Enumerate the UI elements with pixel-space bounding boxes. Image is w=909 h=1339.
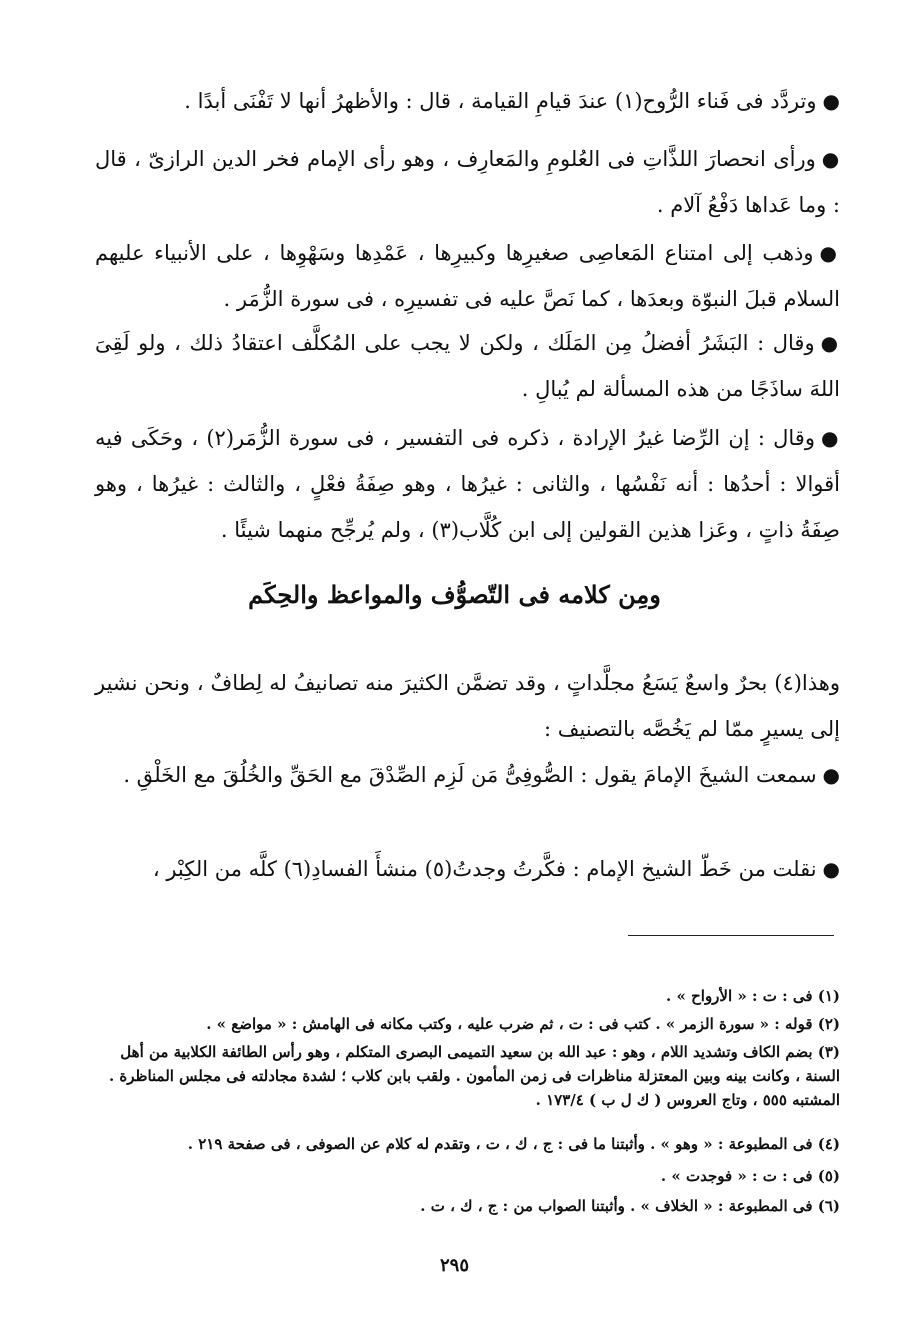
bullet-icon: ●: [820, 426, 840, 450]
bullet-icon: ●: [822, 857, 840, 881]
paragraph-text: وقال : إن الرِّضا غيرُ الإرادة ، ذكره فى التفسير ، فى سورة الزُّمَر(٢) ، وحَكَى فيه أقوالا : أحدُها : أنه نَفْسُها ، والثانى : غيرُها ، وهو صِفَةُ فعْلٍ ، والثالث : غيرُها ، وهو صِفَةُ ذاتٍ ، وعَزا هذين القولين إلى ابن كُلَّاب(٣) ، ولم يُرجِّح منهما شيئًا .: [95, 426, 840, 542]
paragraph-text: وذهب إلى امتناع المَعاصِى صغيرِها وكبيرِها ، عَمْدِها وسَهْوِها ، على الأنبياء عليهم السلام قبلَ النبوّة وبعدَها ، كما نَصَّ عليه فى تفسيرِه ، فى سورة الزُّمَر .: [95, 241, 840, 311]
bullet-icon: ●: [819, 241, 840, 265]
paragraph-spirit: [95, 78, 840, 124]
paragraph-pride: [95, 846, 840, 892]
footnote-6: (٦) فى المطبوعة : « الخلاف » . وأثبتنا الصواب من : ج ، ك ، ت .: [420, 1197, 840, 1215]
footnote-2: (٢) قوله : « سورة الزمر » . كتب فى : ت ، ثم ضرب عليه ، وكتب مكانه فى الهامش : « مواضع » .: [206, 1015, 840, 1033]
paragraph-sins: [95, 230, 840, 322]
paragraph-text: ورأى انحصارَ اللذَّاتِ فى العُلومِ والمَعارِف ، وهو رأى الإمام فخر الدين الرازىّ ، قال : وما عَداها دَفْعُ آلام .: [95, 147, 840, 217]
section-heading: ومِن كلامه فى التّصوُّف والمواعظ والحِكَم: [248, 580, 661, 609]
paragraph-sufi: [95, 752, 840, 798]
paragraph-text: وقال : البَشَرُ أفضلُ مِن المَلَك ، ولكن لا يجب على المُكلَّف اعتقادُ ذلك ، ولو لَقِىَ اللهَ ساذَجًا من هذه المسألة لم يُبالِ .: [95, 331, 840, 401]
paragraph-pleasures: [95, 136, 840, 228]
paragraph-text: سمعت الشيخَ الإمامَ يقول : الصُّوفِىُّ مَن لَزِم الصِّدْقَ مع الحَقِّ والخُلُقَ مع الخَلْقِ .: [123, 763, 817, 787]
paragraph-text: نقلت من خَطّ الشيخ الإمام : فكَّرتُ وجدتُ(٥) منشأَ الفسادِ(٦) كلَّه من الكِبْر ،: [152, 857, 817, 881]
bullet-icon: ●: [822, 763, 840, 787]
page-number: ٢٩٥: [439, 1255, 469, 1276]
intro-paragraph: وهذا(٤) بحرٌ واسعٌ يَسَعُ مجلَّداتٍ ، وقد تضمَّن الكثيرَ منه تصانيفُ له لِطافٌ ، ونحن نشير إلى يسيرٍ ممّا لم يَخُصَّه بالتصنيف :: [95, 671, 840, 741]
bullet-icon: ●: [822, 89, 840, 113]
footnote-4: (٤) فى المطبوعة : « وهو » . وأثبتنا ما فى : ج ، ك ، ت ، وتقدم له كلام عن الصوفى ، فى صفحة ٢١٩ .: [187, 1135, 840, 1153]
paragraph-contentment: [95, 415, 840, 553]
bullet-icon: ●: [820, 331, 840, 355]
footnote-divider: [628, 935, 834, 936]
footnote-1: (١) فى : ت : « الأرواح » .: [666, 987, 840, 1005]
bullet-icon: ●: [821, 147, 841, 171]
paragraph-human-angel: [95, 320, 840, 412]
footnote-3: (٣) بضم الكاف وتشديد اللام ، وهو : عبد الله بن سعيد التميمى البصرى المتكلم ، وهو رأس الطائفة الكلابية من أهل السنة ، وكانت بينه وبين المعتزلة مناظرات فى زمن المأمون . ولقب بابن كلاب ؛ لشدة مجادلته فى مجلس المناظرة . المشتبه ٥٥٥ ، وتاج العروس ( ك ل ب ) ١٧٣/٤ .: [108, 1043, 840, 1109]
footnote-5: (٥) فى : ت : « فوجدت » .: [660, 1167, 840, 1185]
paragraph-text: وتردَّد فى فَناء الرُّوح(١) عندَ قيامِ القيامة ، قال : والأظهرُ أنها لا تَفْنَى أبدًا .: [184, 89, 817, 113]
